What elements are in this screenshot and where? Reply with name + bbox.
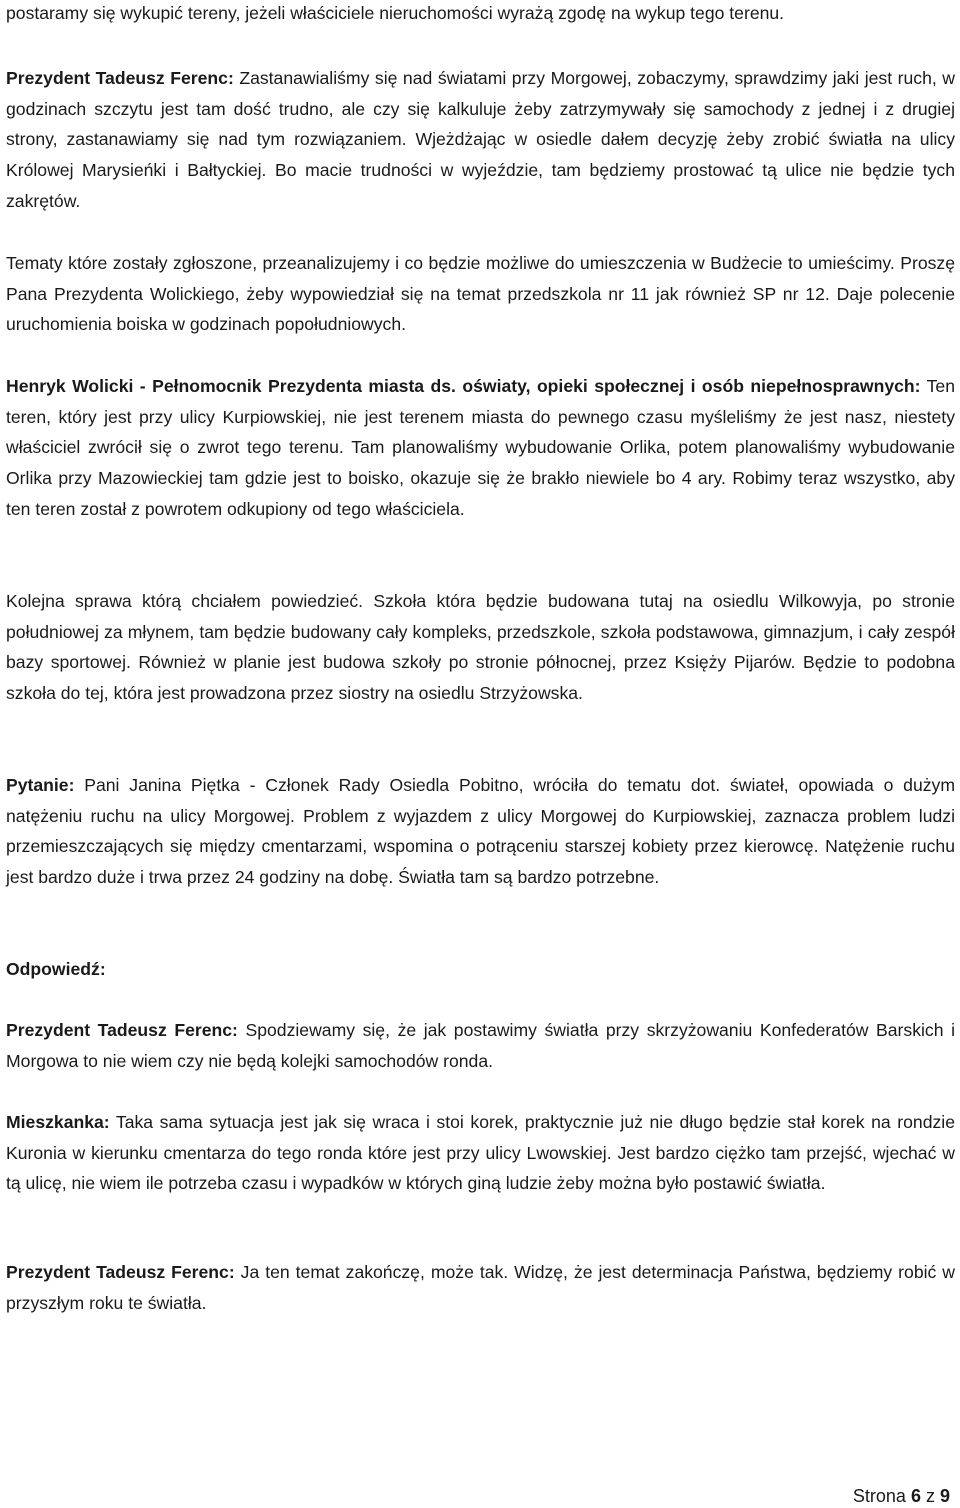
paragraph-text: Ja ten temat zakończę, może tak. Widzę, że jest determinacja Państwa, będziemy robić w przyszłym roku te światła. xyxy=(6,1262,955,1313)
total-pages-number: 9 xyxy=(939,1486,950,1506)
speaker-label: Henryk Wolicki - Pełnomocnik Prezydenta miasta ds. oświaty, opieki społecznej i osób niepełnosprawnych: xyxy=(6,376,921,396)
paragraph-3 xyxy=(6,371,955,525)
paragraph-text: Pani Janina Piętka - Członek Rady Osiedla Pobitno, wróciła do tematu dot. świateł, opowiada o dużym natężeniu ruchu na ulicy Morgowej. Problem z wyjazdem z ulicy Morgowej do Kurpiowskiej, zaznacza problem ludzi przemieszczających się między cmentarzami, wspomina o potrąceniu starszej kobiety przez kierowcę. Natężenie ruchu jest bardzo duże i trwa przez 24 godziny na dobę. Światła tam są bardzo potrzebne. xyxy=(6,775,955,888)
paragraph-text: Ten teren, który jest przy ulicy Kurpiowskiej, nie jest terenem miasta do pewnego czasu myśleliśmy że jest nasz, niestety właściciel zwrócił się o zwrot tego terenu. Tam planowaliśmy wybudowanie Orlika, potem planowaliśmy wybudowanie Orlika przy Mazowieckiej tam gdzie jest to boisko, okazuje się że brakło niewiele bo 4 ary. Robimy teraz wszystko, aby ten teren został z powrotem odkupiony od tego właściciela. xyxy=(6,376,956,519)
paragraph-text: Tematy które zostały zgłoszone, przeanalizujemy i co będzie możliwe do umieszczenia w Budżecie to umieścimy. Proszę Pana Prezydenta Wolickiego, żeby wypowiedział się na temat przedszkola nr 11 jak również SP nr 12. Daje polecenie uruchomienia boiska w godzinach popołudniowych. xyxy=(6,253,955,335)
paragraph-8 xyxy=(6,1107,955,1199)
paragraph-5 xyxy=(6,770,955,893)
paragraph-2 xyxy=(6,248,955,340)
paragraph-6 xyxy=(6,954,955,985)
paragraph-text: Taka sama sytuacja jest jak się wraca i stoi korek, praktycznie już nie długo będzie stał korek na rondzie Kuronia w kierunku cmentarza do tego ronda które jest przy ulicy Lwowskiej. Jest bardzo ciężko tam przejść, wjechać w tą ulicę, nie wiem ile potrzeba czasu i wypadków w których giną ludzie żeby można było postawić światła. xyxy=(6,1112,955,1194)
paragraph-text: Zastanawialiśmy się nad światami przy Morgowej, zobaczymy, sprawdzimy jaki jest ruch, w godzinach szczytu jest tam dość trudno, ale czy się kalkuluje żeby zatrzymywały się samochody z jednej i z drugiej strony, zastanawiamy się nad tym rozwiązaniem. Wjeżdżając w osiedle dałem decyzję żeby zrobić światła na ulicy Królowej Marysieńki i Bałtyckiej. Bo macie trudności w wyjeździe, tam będziemy prostować tą ulice nie będzie tych zakrętów. xyxy=(6,68,955,211)
speaker-label: Pytanie: xyxy=(6,775,75,795)
paragraph-text: postaramy się wykupić tereny, jeżeli właściciele nieruchomości wyrażą zgodę na wykup tego terenu. xyxy=(6,3,785,23)
current-page-number: 6 xyxy=(910,1486,921,1506)
paragraph-text: Spodziewamy się, że jak postawimy światła przy skrzyżowaniu Konfederatów Barskich i Morgowa to nie wiem czy nie będą kolejki samochodów ronda. xyxy=(6,1020,955,1071)
speaker-label: Mieszkanka: xyxy=(6,1112,110,1132)
page-label: Strona xyxy=(852,1486,906,1506)
speaker-label: Prezydent Tadeusz Ferenc: xyxy=(6,1020,238,1040)
speaker-label: Odpowiedź: xyxy=(6,959,106,979)
paragraph-9 xyxy=(6,1257,955,1318)
speaker-label: Prezydent Tadeusz Ferenc: xyxy=(6,1262,235,1282)
page-separator: z xyxy=(925,1486,935,1506)
paragraph-7 xyxy=(6,1015,955,1076)
paragraph-4 xyxy=(6,586,955,709)
page-footer xyxy=(853,1484,950,1508)
paragraph-0 xyxy=(6,0,955,29)
paragraph-text: Kolejna sprawa którą chciałem powiedzieć. Szkoła która będzie budowana tutaj na osiedlu Wilkowyja, po stronie południowej za młynem, tam będzie budowany cały kompleks, przedszkole, szkoła podstawowa, gimnazjum, i cały zespół bazy sportowej. Również w planie jest budowa szkoły po stronie północnej, przez Księży Pijarów. Będzie to podobna szkoła do tej, która jest prowadzona przez siostry na osiedlu Strzyżowska. xyxy=(6,591,955,704)
speaker-label: Prezydent Tadeusz Ferenc: xyxy=(6,68,234,88)
paragraph-1 xyxy=(6,63,955,217)
